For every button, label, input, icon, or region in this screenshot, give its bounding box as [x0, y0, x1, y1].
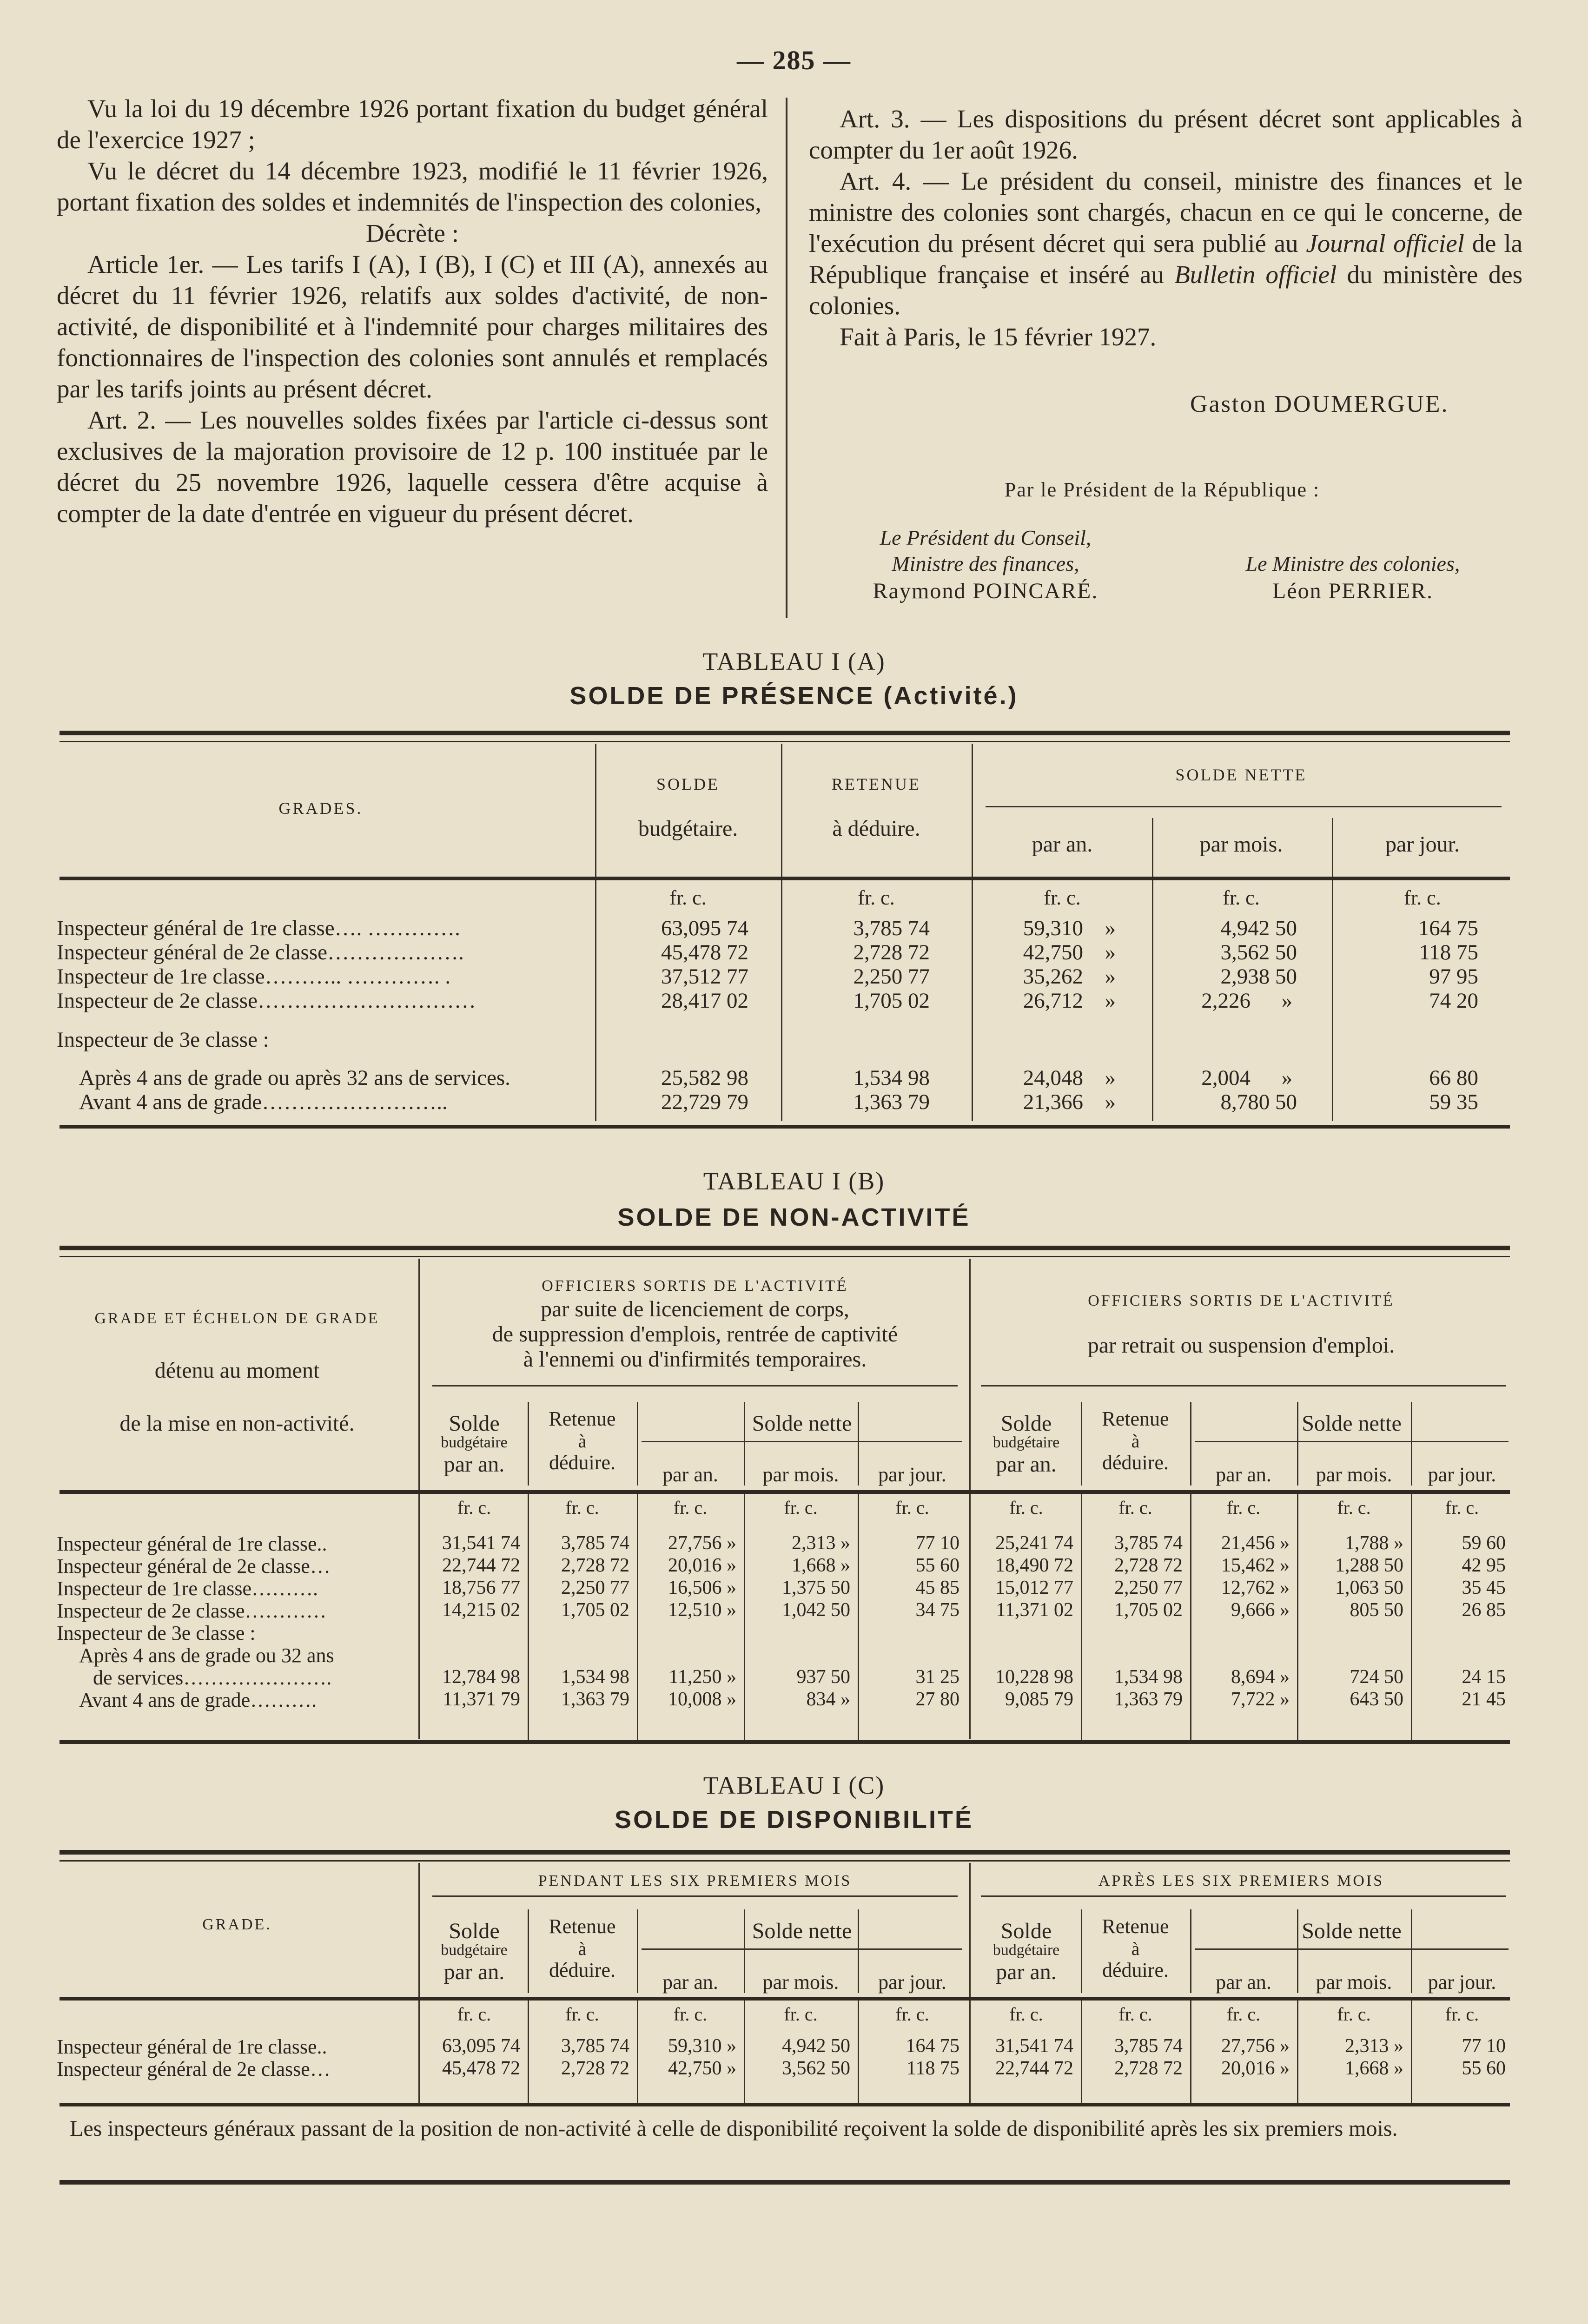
- table-c-vline: [1190, 1909, 1191, 1993]
- table-c-cell: 22,744 72: [995, 2058, 1073, 2079]
- table-a-header-brace: [986, 806, 1502, 807]
- table-c-cell: 59,310 »: [668, 2035, 736, 2057]
- table-b-top-rule: [60, 1246, 1510, 1250]
- table-b-header-par-an: par an.: [996, 1452, 1057, 1477]
- table-b-header-nette-brace: [1195, 1441, 1509, 1442]
- table-c-header-retenue: Retenue: [549, 1915, 616, 1938]
- table-b-vline: [528, 1402, 529, 1486]
- table-b-header-a: à: [578, 1431, 587, 1452]
- table-b-header-nette-brace: [642, 1441, 962, 1442]
- table-c-header-solde-nette: Solde nette: [1302, 1919, 1402, 1943]
- table-b-cell: 18,756 77: [442, 1577, 520, 1598]
- table-c-header-deduire: déduire.: [1102, 1959, 1169, 1981]
- table-b-row-label: Après 4 ans de grade ou 32 ans: [79, 1644, 334, 1667]
- signature-perrier: Léon PERRIER.: [1272, 579, 1433, 603]
- table-a-cell-an-c: »: [1105, 964, 1116, 989]
- table-a-cell-retenue: 1,705 02: [853, 989, 930, 1013]
- table-c-header-rule: [60, 1997, 1510, 2000]
- table-a-header-par-an: par an.: [1032, 832, 1093, 857]
- table-c-cell: 42,750 »: [668, 2058, 736, 2079]
- table-b-cell: 724 50: [1350, 1666, 1403, 1688]
- table-b-cell: 9,666 »: [1231, 1599, 1290, 1621]
- table-a-row-label: Inspecteur de 3e classe :: [57, 1028, 269, 1052]
- table-b-vline: [858, 1402, 859, 1486]
- table-b-header-solde-nette: Solde nette: [1302, 1411, 1402, 1436]
- signature-left-title1: Le Président du Conseil,: [880, 526, 1092, 549]
- table-b-group2-title: OFFICIERS SORTIS DE L'ACTIVITÉ: [1088, 1292, 1395, 1309]
- table-a-unit-an: fr. c.: [1044, 886, 1081, 909]
- table-b-header-a: à: [1131, 1431, 1140, 1452]
- table-a-cell-solde: 37,512 77: [661, 964, 748, 989]
- table-a-cell-an: 21,366: [1023, 1090, 1083, 1114]
- table-c-cell: 2,728 72: [1114, 2058, 1183, 2079]
- table-b-header-retenue: Retenue: [1102, 1407, 1169, 1430]
- signature-left-title2: Ministre des finances,: [892, 552, 1079, 575]
- signature-poincare: Raymond POINCARÉ.: [873, 579, 1098, 603]
- table-b-vline: [1297, 1402, 1298, 1486]
- table-c-header-budgetaire: budgétaire: [992, 1941, 1060, 1959]
- page-number: — 285 —: [737, 45, 851, 75]
- par-le-president: Par le Président de la République :: [1004, 478, 1320, 501]
- table-c-header-par-jour: par jour.: [878, 1971, 946, 1994]
- table-b-cell: 834 »: [806, 1689, 850, 1710]
- table-a-row-label: Après 4 ans de grade ou après 32 ans de services.: [79, 1066, 510, 1090]
- table-a-header-par-jour: par jour.: [1385, 832, 1460, 857]
- table-a-header-rule: [60, 877, 1510, 880]
- table-b-cell: 1,668 »: [792, 1555, 850, 1576]
- table-a-header-par-mois: par mois.: [1199, 832, 1283, 857]
- table-a-cell-jour: 118 75: [1419, 940, 1478, 964]
- table-c-header-solde: Solde: [449, 1919, 500, 1943]
- table-b-unit: fr. c.: [1337, 1497, 1371, 1518]
- table-b-row-label: Inspecteur général de 1re classe..: [57, 1532, 327, 1555]
- table-b-vline: [637, 1402, 638, 1486]
- table-b-vline-grade: [418, 1259, 420, 1739]
- table-c-cell: 4,942 50: [782, 2035, 850, 2057]
- table-b-cell: 1,042 50: [782, 1599, 850, 1621]
- fait-a-paris: Fait à Paris, le 15 février 1927.: [840, 323, 1157, 351]
- table-b-cell: 1,363 79: [561, 1689, 629, 1710]
- table-c-header-deduire: déduire.: [549, 1959, 615, 1981]
- table-c-vline-groups: [969, 1863, 971, 2103]
- table-a-cell-mois-c: »: [1281, 989, 1292, 1013]
- table-b-cell: 2,250 77: [561, 1577, 629, 1598]
- table-b-cell: 24 15: [1462, 1666, 1506, 1688]
- table-a-top-rule: [60, 731, 1510, 735]
- article-3: Art. 3. — Les dispositions du présent décret sont applicables à compter du 1er août 1926.: [809, 105, 1522, 164]
- table-c-group2-title: APRÈS LES SIX PREMIERS MOIS: [1098, 1872, 1384, 1889]
- table-b-unit: fr. c.: [1009, 1497, 1043, 1518]
- table-a-unit-retenue: fr. c.: [858, 886, 895, 909]
- table-b-group1-brace: [432, 1385, 958, 1386]
- table-b-cell: 805 50: [1350, 1599, 1403, 1621]
- table-b-cell: 27,756 »: [668, 1532, 736, 1554]
- table-b-header-grade3: de la mise en non-activité.: [119, 1411, 355, 1436]
- table-b-group2-brace: [981, 1385, 1506, 1386]
- table-a-row-label: Inspecteur de 2e classe…………………………: [57, 989, 476, 1013]
- table-b-cell: 14,215 02: [442, 1599, 520, 1621]
- table-c-header-retenue: Retenue: [1102, 1915, 1169, 1938]
- table-b-cell: 35 45: [1462, 1577, 1506, 1598]
- table-c-row-label: Inspecteur général de 2e classe…: [57, 2058, 331, 2080]
- table-b-row-label: Inspecteur de 2e classe…………: [57, 1599, 327, 1622]
- table-a-subtitle: SOLDE DE PRÉSENCE (Activité.): [569, 682, 1019, 710]
- table-c-header-par-an: par an.: [443, 1960, 505, 1984]
- table-a-row-label: Inspecteur de 1re classe……….. …………. .: [57, 964, 451, 989]
- table-a-row-label: Avant 4 ans de grade……………………..: [79, 1090, 448, 1114]
- table-c-unit: fr. c.: [1118, 2004, 1152, 2025]
- table-a-header-a-deduire: à déduire.: [832, 816, 920, 841]
- table-b-unit: fr. c.: [565, 1497, 599, 1518]
- table-c-unit: fr. c.: [784, 2004, 818, 2025]
- table-c-header-par-mois: par mois.: [762, 1971, 839, 1994]
- table-a-cell-retenue: 2,728 72: [853, 940, 930, 964]
- table-c-vline: [637, 1909, 638, 1993]
- table-b-cell: 18,490 72: [995, 1555, 1073, 1576]
- table-c-cell: 31,541 74: [995, 2035, 1073, 2057]
- table-a-cell-mois: 4,942 50: [1220, 916, 1297, 940]
- table-a-cell-jour: 97 95: [1429, 964, 1478, 989]
- table-a-cell-an-c: »: [1105, 1066, 1116, 1090]
- table-b-cell: 1,375 50: [782, 1577, 850, 1598]
- table-c-header-par-an: par an.: [996, 1960, 1057, 1984]
- table-b-cell: 27 80: [915, 1689, 959, 1710]
- table-a-cell-jour: 164 75: [1418, 916, 1478, 940]
- table-b-cell: 3,785 74: [561, 1532, 629, 1554]
- table-a-row-label: Inspecteur général de 1re classe…. ………….: [57, 916, 460, 940]
- table-c-header-a: à: [1131, 1938, 1140, 1959]
- table-b-cell: 15,012 77: [995, 1577, 1073, 1598]
- paragraph-vu-decret: Vu le décret du 14 décembre 1923, modifié le 11 février 1926, portant fixation des soldes et indemnités de l'inspection des colonies,: [57, 157, 768, 216]
- table-b-row-label: Avant 4 ans de grade……….: [79, 1689, 317, 1711]
- table-b-header-par-an: par an.: [662, 1463, 718, 1486]
- table-b-unit: fr. c.: [1226, 1497, 1261, 1518]
- table-b-group2-line2: par retrait ou suspension d'emploi.: [1087, 1333, 1395, 1358]
- table-b-header-grade1: GRADE ET ÉCHELON DE GRADE: [94, 1310, 380, 1327]
- table-b-cell: 1,534 98: [561, 1666, 629, 1688]
- table-c-vline: [1297, 1909, 1298, 1993]
- table-b-unit: fr. c.: [784, 1497, 818, 1518]
- table-c-vline: [744, 1909, 745, 1993]
- table-c-unit: fr. c.: [457, 2004, 491, 2025]
- table-a-cell-an: 35,262: [1023, 964, 1083, 989]
- signature-right-title: Le Ministre des colonies,: [1245, 552, 1460, 575]
- table-b-title: TABLEAU I (B): [703, 1167, 885, 1195]
- table-a-header-solde-nette: SOLDE NETTE: [1175, 766, 1307, 784]
- right-column: [809, 103, 1522, 352]
- table-b-cell: 22,744 72: [442, 1555, 520, 1576]
- table-b-cell: 1,288 50: [1335, 1555, 1403, 1576]
- table-a-cell-jour: 59 35: [1429, 1090, 1478, 1114]
- paragraph-vu-loi: Vu la loi du 19 décembre 1926 portant fixation du budget général de l'exercice 1927 ;: [57, 94, 768, 154]
- table-c-unit: fr. c.: [895, 2004, 929, 2025]
- table-b-group1-line4: à l'ennemi ou d'infirmités temporaires.: [523, 1347, 867, 1372]
- table-b-cell: 1,788 »: [1345, 1532, 1403, 1554]
- table-b-cell: 9,085 79: [1005, 1689, 1073, 1710]
- table-c-cell: 3,562 50: [782, 2058, 850, 2079]
- table-a-cell-jour: 74 20: [1429, 989, 1478, 1013]
- table-b-cell: 1,363 79: [1114, 1689, 1183, 1710]
- table-b-cell: 45 85: [915, 1577, 959, 1598]
- table-c-cell: 27,756 »: [1221, 2035, 1290, 2057]
- table-b-cell: 10,008 »: [668, 1689, 736, 1710]
- table-a-top-rule-thin: [60, 741, 1510, 742]
- table-b-cell: 8,694 »: [1231, 1666, 1290, 1688]
- table-c-subtitle: SOLDE DE DISPONIBILITÉ: [614, 1806, 974, 1834]
- table-b-header-par-mois: par mois.: [762, 1463, 839, 1486]
- table-b-unit: fr. c.: [1445, 1497, 1479, 1518]
- table-b-vline: [1190, 1402, 1191, 1486]
- table-b-row-label: Inspecteur de 1re classe……….: [57, 1577, 318, 1600]
- table-b-header-deduire: déduire.: [549, 1451, 615, 1474]
- table-c-cell: 3,785 74: [1114, 2035, 1183, 2057]
- table-a-unit-solde: fr. c.: [669, 886, 707, 909]
- table-a-header-solde: SOLDE: [656, 775, 720, 793]
- table-c-header-par-jour: par jour.: [1428, 1971, 1496, 1994]
- table-a-title: TABLEAU I (A): [702, 647, 886, 675]
- table-c-unit: fr. c.: [1226, 2004, 1261, 2025]
- table-b-cell: 2,728 72: [561, 1555, 629, 1576]
- table-b-group1-line3: de suppression d'emplois, rentrée de captivité: [492, 1322, 898, 1347]
- table-c-unit: fr. c.: [1337, 2004, 1371, 2025]
- article-4: Art. 4. — Le président du conseil, ministre des finances et le ministre des colonies sont chargés, chacun en ce qui le concerne, de l'exécution du présent décret qui sera publié au Journal officiel de la République française et inséré au Bulletin officiel du ministère des colonies.: [809, 167, 1523, 320]
- table-b-cell: 1,063 50: [1335, 1577, 1403, 1598]
- signature-president: Gaston DOUMERGUE.: [1190, 391, 1449, 417]
- table-b-cell: 16,506 »: [668, 1577, 736, 1598]
- table-a-header-budgetaire: budgétaire.: [638, 816, 738, 841]
- table-b-header-par-an: par an.: [443, 1452, 505, 1477]
- table-b-header-par-an: par an.: [1216, 1463, 1271, 1486]
- table-a-header-retenue: RETENUE: [832, 775, 921, 793]
- table-a-cell-an-c: »: [1105, 940, 1116, 964]
- table-c-cell: 164 75: [906, 2035, 959, 2057]
- table-b-cell: 31 25: [915, 1666, 959, 1688]
- table-a-cell-an-c: »: [1105, 989, 1116, 1013]
- table-b-cell: 77 10: [915, 1532, 959, 1554]
- table-c-vline: [1411, 1909, 1412, 1993]
- table-c-vline: [1081, 1909, 1082, 1993]
- table-b-header-retenue: Retenue: [549, 1407, 616, 1430]
- journal-officiel: Journal officiel: [1306, 229, 1464, 257]
- table-b-cell: 2,728 72: [1114, 1555, 1183, 1576]
- table-c-group2-brace: [981, 1895, 1506, 1897]
- table-c-header-grade: GRADE.: [202, 1916, 272, 1933]
- table-b-cell: 20,016 »: [668, 1555, 736, 1576]
- table-c-cell: 45,478 72: [442, 2058, 520, 2079]
- table-b-cell: 1,705 02: [561, 1599, 629, 1621]
- table-a-vline-1: [595, 744, 596, 1121]
- table-c-cell: 20,016 »: [1221, 2058, 1290, 2079]
- table-b-unit: fr. c.: [895, 1497, 929, 1518]
- table-b-group1-line2: par suite de licenciement de corps,: [541, 1297, 849, 1321]
- table-b-cell: 55 60: [915, 1555, 959, 1576]
- table-b-header-solde: Solde: [449, 1411, 500, 1436]
- table-c-header-a: à: [578, 1938, 587, 1959]
- table-b-cell: 1,534 98: [1114, 1666, 1183, 1688]
- table-b-subtitle: SOLDE DE NON-ACTIVITÉ: [617, 1203, 971, 1231]
- table-b-cell: 2,313 »: [792, 1532, 850, 1554]
- table-c-group1-title: PENDANT LES SIX PREMIERS MOIS: [538, 1872, 852, 1889]
- table-b-cell: 59 60: [1462, 1532, 1506, 1554]
- table-c-cell: 63,095 74: [442, 2035, 520, 2057]
- table-b-header-solde: Solde: [1000, 1411, 1052, 1436]
- table-c-unit: fr. c.: [673, 2004, 708, 2025]
- table-c-cell: 3,785 74: [561, 2035, 629, 2057]
- table-b-cell: 643 50: [1350, 1689, 1403, 1710]
- column-separator: [786, 98, 787, 618]
- table-c-header-par-mois: par mois.: [1316, 1971, 1392, 1994]
- table-a-cell-mois: 2,226: [1201, 989, 1251, 1013]
- table-c-unit: fr. c.: [565, 2004, 599, 2025]
- table-c-cell: 1,668 »: [1345, 2058, 1403, 2079]
- table-b-cell: 34 75: [915, 1599, 959, 1621]
- table-b-bottom-rule: [60, 1740, 1510, 1744]
- table-c-top-rule: [60, 1850, 1510, 1855]
- table-c-title: TABLEAU I (C): [703, 1771, 885, 1799]
- table-a-header-grades: GRADES.: [278, 799, 363, 818]
- table-a-cell-retenue: 3,785 74: [853, 916, 930, 940]
- table-c-vline-grade: [418, 1863, 420, 2103]
- table-b-cell: 42 95: [1462, 1555, 1506, 1576]
- table-a-cell-an: 59,310: [1023, 916, 1083, 940]
- table-a-cell-jour: 66 80: [1429, 1066, 1478, 1090]
- table-b-cell: 26 85: [1462, 1599, 1506, 1621]
- table-b-header-rule: [60, 1490, 1510, 1494]
- table-b-cell: 2,250 77: [1114, 1577, 1183, 1598]
- page-end-rule: [60, 2180, 1510, 2185]
- table-b-header-deduire: déduire.: [1102, 1451, 1169, 1474]
- table-b-row-label: de services………………….: [93, 1666, 332, 1689]
- table-b-vline: [1411, 1402, 1412, 1486]
- table-c-bottom-rule: [60, 2103, 1510, 2106]
- table-a-cell-an-c: »: [1105, 916, 1116, 940]
- table-b-header-budgetaire: budgétaire: [441, 1434, 508, 1451]
- table-b-cell: 11,371 02: [996, 1599, 1073, 1621]
- table-a-cell-mois-c: »: [1281, 1066, 1292, 1090]
- table-b-header-par-mois: par mois.: [1316, 1463, 1392, 1486]
- table-c-cell: 2,313 »: [1345, 2035, 1403, 2057]
- table-c-header-par-an: par an.: [662, 1971, 718, 1994]
- table-b-cell: 937 50: [796, 1666, 850, 1688]
- table-b-group1-title: OFFICIERS SORTIS DE L'ACTIVITÉ: [542, 1277, 848, 1294]
- table-a-cell-mois: 2,004: [1201, 1066, 1251, 1090]
- table-a-cell-retenue: 1,363 79: [853, 1090, 930, 1114]
- table-b-cell: 10,228 98: [995, 1666, 1073, 1688]
- table-a-cell-mois: 2,938 50: [1220, 964, 1297, 989]
- table-b-header-par-jour: par jour.: [1428, 1463, 1496, 1486]
- table-a-cell-solde: 28,417 02: [661, 989, 748, 1013]
- table-a-unit-mois: fr. c.: [1223, 886, 1260, 909]
- table-c-note: Les inspecteurs généraux passant de la position de non-activité à celle de disponibilité reçoivent la solde de disponibilité après les six premiers mois.: [70, 2116, 1398, 2141]
- table-c-cell: 2,728 72: [561, 2058, 629, 2079]
- table-a-cell-mois: 8,780 50: [1220, 1090, 1297, 1114]
- table-b-vline: [744, 1402, 745, 1486]
- table-c-cell: 55 60: [1462, 2058, 1506, 2079]
- table-c-row-label: Inspecteur général de 1re classe..: [57, 2035, 327, 2058]
- table-b-cell: 12,762 »: [1221, 1577, 1290, 1598]
- table-a-bottom-rule: [60, 1125, 1510, 1129]
- table-c-vline: [858, 1909, 859, 1993]
- table-c-vline: [528, 1909, 529, 1993]
- table-a-cell-an: 26,712: [1023, 989, 1083, 1013]
- table-c-header-par-an: par an.: [1216, 1971, 1271, 1994]
- table-a-cell-solde: 25,582 98: [661, 1066, 748, 1090]
- table-b-unit: fr. c.: [457, 1497, 491, 1518]
- table-b-header-solde-nette: Solde nette: [752, 1411, 852, 1436]
- table-b-unit: fr. c.: [673, 1497, 708, 1518]
- table-c-header-solde: Solde: [1000, 1919, 1052, 1943]
- table-b-cell: 21 45: [1462, 1689, 1506, 1710]
- table-b-vline: [1081, 1402, 1082, 1486]
- table-b-header-budgetaire: budgétaire: [992, 1434, 1060, 1451]
- table-b-header-par-jour: par jour.: [878, 1463, 946, 1486]
- table-c-group1-brace: [432, 1895, 958, 1897]
- table-a-vline-3: [972, 744, 973, 1121]
- table-b-vline-groups: [969, 1259, 971, 1739]
- table-b-unit: fr. c.: [1118, 1497, 1152, 1518]
- table-c-unit: fr. c.: [1445, 2004, 1479, 2025]
- table-a-cell-solde: 22,729 79: [661, 1090, 748, 1114]
- table-a-row-label: Inspecteur général de 2e classe……………….: [57, 940, 464, 964]
- table-b-cell: 7,722 »: [1231, 1689, 1290, 1710]
- table-b-cell: 25,241 74: [995, 1532, 1073, 1554]
- table-b-row-label: Inspecteur général de 2e classe…: [57, 1555, 331, 1578]
- table-c-top-rule-thin: [60, 1860, 1510, 1862]
- table-a-cell-solde: 45,478 72: [661, 940, 748, 964]
- table-b-cell: 3,785 74: [1114, 1532, 1183, 1554]
- table-b-row-label: Inspecteur de 3e classe :: [57, 1622, 256, 1644]
- table-c-cell: 118 75: [906, 2058, 959, 2079]
- table-c-unit: fr. c.: [1009, 2004, 1043, 2025]
- table-c-cell: 77 10: [1462, 2035, 1506, 2057]
- table-a-cell-solde: 63,095 74: [661, 916, 748, 940]
- table-a-vline-4: [1152, 818, 1153, 1121]
- table-b-header-grade2: détenu au moment: [154, 1358, 320, 1383]
- table-c-header-solde-nette: Solde nette: [752, 1919, 852, 1943]
- table-b-cell: 11,371 79: [443, 1689, 520, 1710]
- table-a-vline-5: [1332, 818, 1333, 1121]
- table-a-vline-2: [781, 744, 782, 1121]
- table-a-cell-an-c: »: [1105, 1090, 1116, 1114]
- table-b-cell: 11,250 »: [668, 1666, 736, 1688]
- table-b-cell: 12,510 »: [668, 1599, 736, 1621]
- table-b-top-rule-thin: [60, 1256, 1510, 1257]
- decrete-heading: Décrète :: [366, 219, 459, 247]
- bulletin-officiel: Bulletin officiel: [1174, 260, 1337, 289]
- table-c-header-budgetaire: budgétaire: [441, 1941, 508, 1959]
- table-b-cell: 1,705 02: [1114, 1599, 1183, 1621]
- table-b-cell: 21,456 »: [1221, 1532, 1290, 1554]
- table-c-header-nette-brace: [1195, 1948, 1509, 1950]
- table-a-cell-an: 42,750: [1023, 940, 1083, 964]
- table-b-cell: 15,462 »: [1221, 1555, 1290, 1576]
- table-a-cell-mois: 3,562 50: [1220, 940, 1297, 964]
- table-b-cell: 12,784 98: [442, 1666, 520, 1688]
- article-2: Art. 2. — Les nouvelles soldes fixées par l'article ci-dessus sont exclusives de la majoration provisoire de 12 p. 100 instituée par le décret du 25 novembre 1926, laquelle cessera d'être acquise à compter de la date d'entrée en vigueur du présent décret.: [57, 406, 768, 528]
- left-column: [57, 93, 768, 529]
- table-a-cell-retenue: 1,534 98: [853, 1066, 930, 1090]
- table-a-cell-retenue: 2,250 77: [853, 964, 930, 989]
- table-a-unit-jour: fr. c.: [1404, 886, 1441, 909]
- table-b-cell: 31,541 74: [442, 1532, 520, 1554]
- table-a-cell-an: 24,048: [1023, 1066, 1083, 1090]
- table-c-header-nette-brace: [642, 1948, 962, 1950]
- article-1: Article 1er. — Les tarifs I (A), I (B), I (C) et III (A), annexés au décret du 11 février 1926, relatifs aux soldes d'activité, de non-activité, de disponibilité et à l'indemnité pour charges militaires des fonctionnaires de l'inspection des colonies sont annulés et remplacés par les tarifs joints au présent décret.: [57, 250, 768, 403]
